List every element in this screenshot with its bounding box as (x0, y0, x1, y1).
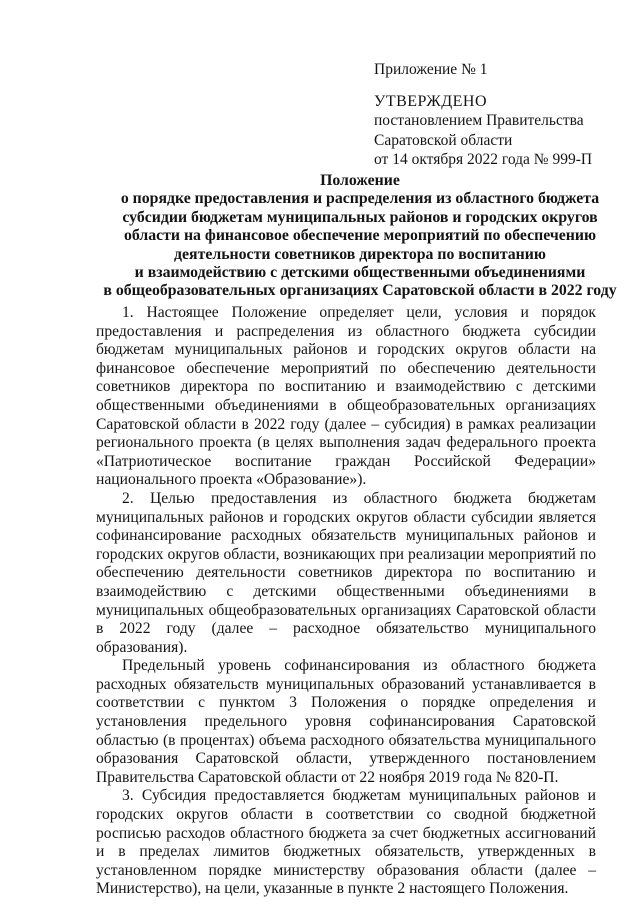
approval-line-2: Саратовской области (374, 131, 513, 149)
approved-stamp-text: УТВЕРЖДЕНО (374, 92, 488, 110)
paragraph-3: 3. Субсидия предоставляется бюджетам муниципальных районов и городских округов области в соответствии со сводной бюджетной росписью расходов областного бюджета за счет бюджетных ассигнований и в пределах лимитов бюджетных обязательств, утвержденных в установленном порядке министерству образования области (далее – Министерство), на цели, указанные в пункте 2 настоящего Положения. (96, 787, 596, 898)
title-line: области на финансовое обеспечение мероприятий по обеспечению (123, 227, 597, 245)
title-heading: Положение (320, 172, 400, 189)
title-line: в общеобразовательных организациях Саратовской области в 2022 году (103, 282, 617, 300)
approval-line-3: от 14 октября 2022 года № 999-П (374, 151, 593, 168)
approval-line-1: постановлением Правительства (374, 112, 584, 129)
title-line: субсидии бюджетам муниципальных районов и городских округов (122, 208, 598, 226)
appendix-number: Приложение № 1 (374, 61, 488, 78)
title-line: и взаимодействию с детскими общественными объединениями (134, 264, 586, 282)
approval-block (374, 60, 634, 170)
title-line: деятельности советников директора по воспитанию (174, 245, 546, 263)
title-line: о порядке предоставления и распределения из областного бюджета (120, 190, 600, 208)
document-title (60, 172, 640, 301)
paragraph-2: 2. Целью предоставления из областного бюджета бюджетам муниципальных районов и городских округов области субсидии является софинансирование расходных обязательств муниципальных районов и городских округов области, возникающих при реализации мероприятий по обеспечению деятельности советников директора по воспитанию и взаимодействию с детскими общественными объединениями в муниципальных общеобразовательных организациях Саратовской области в 2022 году (далее – расходное обязательство муниципального образования). (96, 489, 596, 656)
paragraph-1: 1. Настоящее Положение определяет цели, условия и порядок предоставления и распределения из областного бюджета субсидии бюджетам муниципальных районов и городских округов области на финансовое обеспечение мероприятий по обеспечению деятельности советников директора по воспитанию и взаимодействию с детскими общественными объединениями в общеобразовательных организациях Саратовской области в 2022 году (далее – субсидия) в рамках реализации регионального проекта (в целях выполнения задач федерального проекта «Патриотическое воспитание граждан Российской Федерации» национального проекта «Образование»). (96, 304, 596, 489)
document-body (96, 304, 596, 899)
paragraph-2-continued: Предельный уровень софинансирования из областного бюджета расходных обязательств муниципальных образований устанавливается в соответствии с пунктом 3 Положения о порядке определения и установления предельного уровня софинансирования Саратовской областью (в процентах) объема расходного обязательства муниципального образования Саратовской области, утвержденного постановлением Правительства Саратовской области от 22 ноября 2019 года № 820-П. (96, 657, 596, 786)
